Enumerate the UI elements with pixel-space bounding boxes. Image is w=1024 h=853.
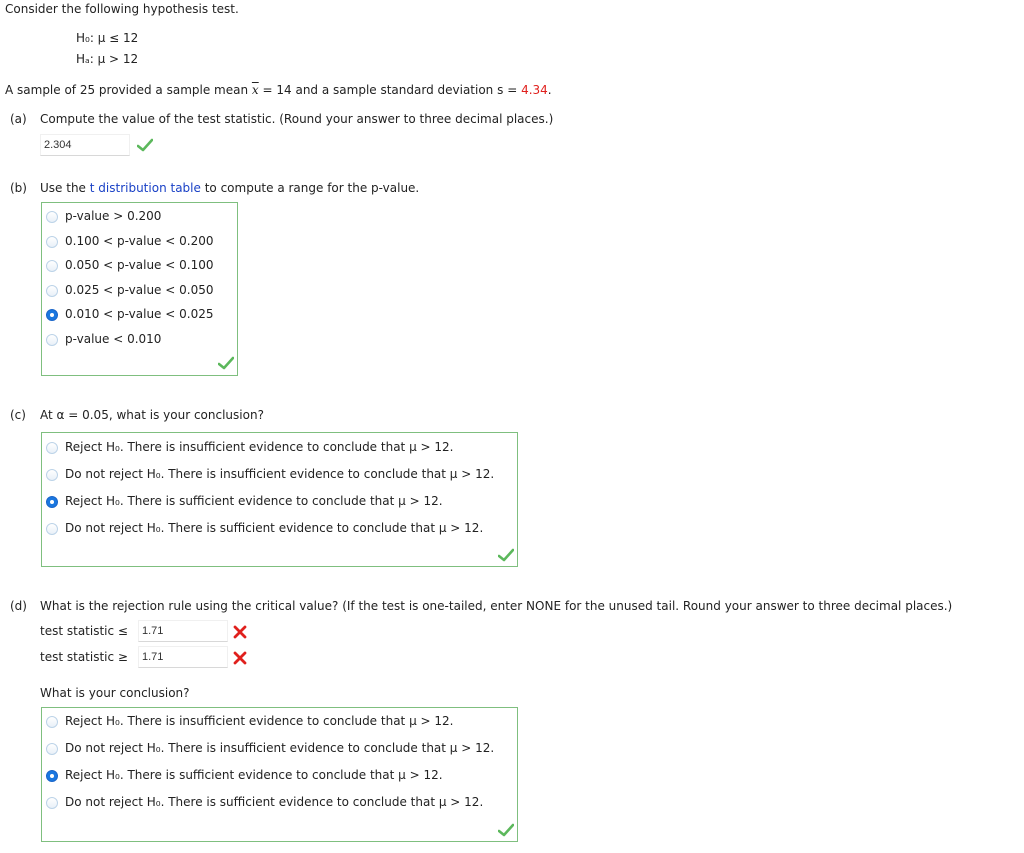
part-b-option-label[interactable]: 0.025 < p-value < 0.050 [65,282,214,297]
upper-critical-input[interactable]: 1.71 [138,646,228,668]
part-c-question: At α = 0.05, what is your conclusion? [40,408,264,422]
part-b-pre: Use the [40,181,86,195]
part-d-option-label[interactable]: Reject H₀. There is sufficient evidence to conclude that μ > 12. [65,768,443,782]
part-d-question: What is the rejection rule using the critical value? (If the test is one-tailed, enter NONE for the unused tail. Round your answer to three decimal places.) [40,599,953,613]
lower-critical-input[interactable]: 1.71 [138,620,228,642]
part-d-radio-0[interactable] [46,716,58,728]
t-table-link[interactable]: t distribution table [89,181,201,195]
part-b-option-label[interactable]: 0.100 < p-value < 0.200 [65,233,214,248]
part-d-radio-1[interactable] [46,743,58,755]
s-label: s = [497,83,518,97]
part-c-radio-2[interactable] [46,496,58,508]
part-b-post: to compute a range for the p-value. [204,181,420,195]
part-b-option-label[interactable]: p-value < 0.010 [65,331,162,346]
part-d-radio-2[interactable] [46,770,58,782]
part-c-option-label[interactable]: Reject H₀. There is insufficient evidence to conclude that μ > 12. [65,440,454,454]
sample-text-mid: = 14 and a sample standard deviation [262,83,494,97]
part-b-radio-4[interactable] [46,309,58,321]
part-c-radio-3[interactable] [46,523,58,535]
part-b-option-label[interactable]: p-value > 0.200 [65,209,162,223]
intro-text: Consider the following hypothesis test. [5,2,239,16]
alt-hypothesis: Hₐ: μ > 12 [76,52,139,66]
part-d-option-label[interactable]: Do not reject H₀. There is insufficient evidence to conclude that μ > 12. [65,741,495,755]
part-d-radio-3[interactable] [46,797,58,809]
s-value: 4.34 [521,83,548,97]
xbar-symbol: $\overline{x}$ [251,83,259,97]
correct-check-icon [498,548,514,562]
part-b-radio-2[interactable] [46,260,58,272]
incorrect-x-icon [233,651,247,665]
part-d-option-label[interactable]: Do not reject H₀. There is sufficient evidence to conclude that μ > 12. [65,795,484,809]
correct-check-icon [137,138,153,152]
part-c-label: (c) [10,408,26,422]
part-c-option-label[interactable]: Reject H₀. There is sufficient evidence to conclude that μ > 12. [65,494,443,508]
sample-description: A sample of 25 provided a sample mean $\overline{x} = 14$ and a sample standard deviation s = 4.34. [5,83,552,97]
rejection-row2-label: test statistic ≥ [40,650,128,664]
part-a-question: Compute the value of the test statistic. (Round your answer to three decimal places.) [40,112,554,126]
part-c-option-label[interactable]: Do not reject H₀. There is sufficient evidence to conclude that μ > 12. [65,521,484,535]
part-c-radio-1[interactable] [46,469,58,481]
correct-check-icon [498,823,514,837]
part-b-radio-0[interactable] [46,211,58,223]
part-c-option-label[interactable]: Do not reject H₀. There is insufficient evidence to conclude that μ > 12. [65,467,495,481]
part-d-option-label[interactable]: Reject H₀. There is insufficient evidence to conclude that μ > 12. [65,714,454,728]
part-d-conclusion-question: What is your conclusion? [40,686,190,700]
part-b-radio-5[interactable] [46,334,58,346]
part-b-label: (b) [10,181,27,195]
part-b-radio-3[interactable] [46,285,58,297]
part-b-radio-1[interactable] [46,236,58,248]
part-b-option-label[interactable]: 0.050 < p-value < 0.100 [65,258,214,272]
null-hypothesis: H₀: μ ≤ 12 [76,31,139,45]
test-statistic-input[interactable]: 2.304 [40,134,130,156]
part-b-question [40,181,419,195]
rejection-row1-label: test statistic ≤ [40,624,128,638]
part-c-radio-0[interactable] [46,442,58,454]
incorrect-x-icon [233,625,247,639]
part-b-option-label[interactable]: 0.010 < p-value < 0.025 [65,307,214,321]
sample-text-pre: A sample of 25 provided a sample mean [5,83,249,97]
part-d-label: (d) [10,599,27,613]
part-a-label: (a) [10,112,27,126]
correct-check-icon [218,356,234,370]
